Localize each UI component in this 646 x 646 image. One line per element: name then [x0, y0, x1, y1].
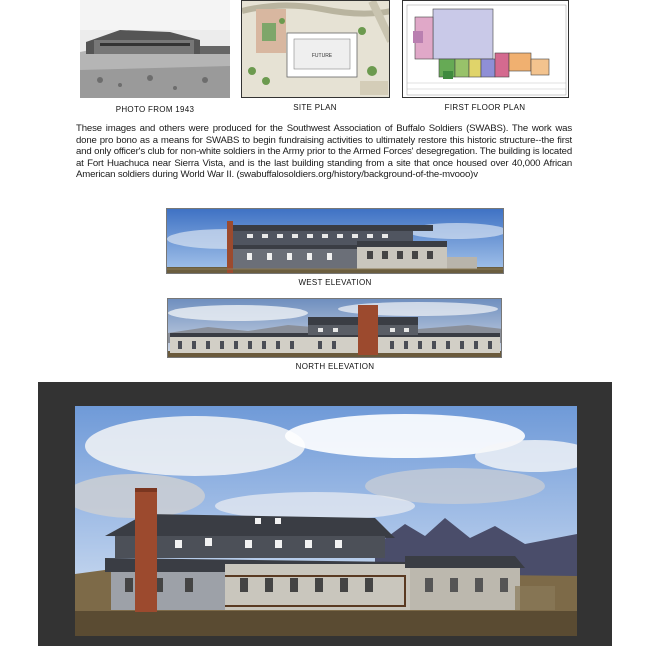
description-paragraph: These images and others were produced for the Southwest Association of Buffalo Soldiers (SWABS). The work was done pro bono as a means for SWABS to begin fundraising activities to ultimately restore this historic structure--the first and only officer's club for non-white soldiers in the Army prior to the Armed Forces' desegregation. The building is located at Fort Huachuca near Sierra Vista, and is the last building standing from a site that once housed over 40,000 African American soldiers during World War II. (swabuffalosoldiers.org/history/background-of-the-mvooo)v — [76, 123, 572, 181]
north-elevation-image — [167, 298, 502, 358]
perspective-rendering — [75, 406, 577, 636]
rendering-panel — [38, 382, 612, 646]
photo-1943 — [80, 0, 230, 98]
west-elevation-caption: WEST ELEVATION — [298, 278, 372, 287]
photo-caption: PHOTO FROM 1943 — [115, 105, 195, 114]
north-elevation-caption: NORTH ELEVATION — [295, 362, 375, 371]
floor-plan-caption: FIRST FLOOR PLAN — [444, 103, 526, 112]
site-building-label: FUTURE — [311, 53, 333, 59]
first-floor-plan — [402, 0, 569, 98]
site-plan-caption: SITE PLAN — [293, 103, 337, 112]
west-elevation-image — [166, 208, 504, 274]
site-plan — [241, 0, 390, 98]
